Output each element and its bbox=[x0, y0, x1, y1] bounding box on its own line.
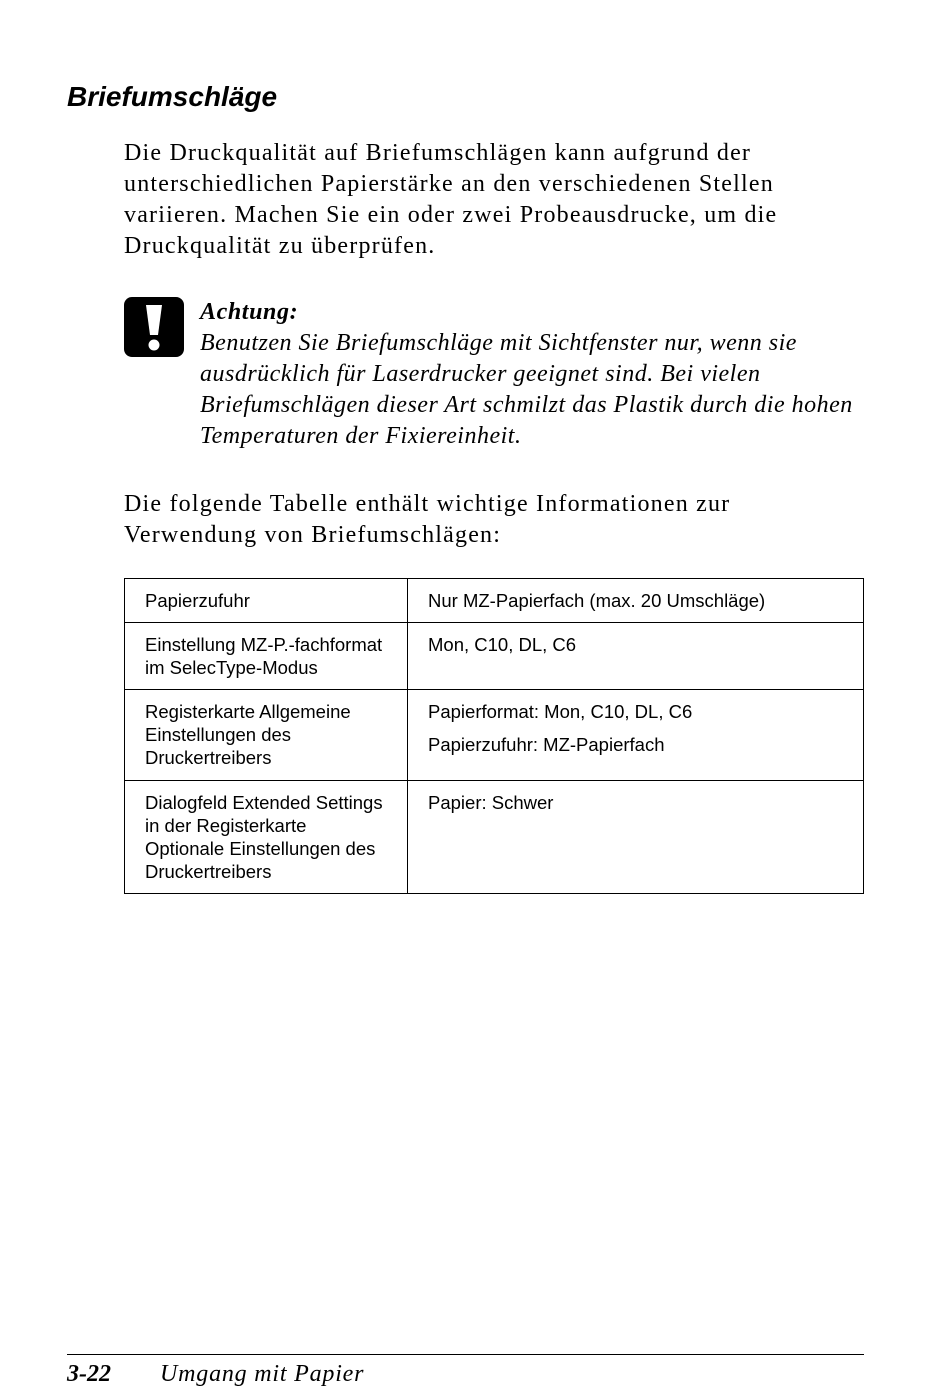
table-cell-value bbox=[408, 781, 864, 894]
table-row bbox=[125, 579, 864, 623]
intro-paragraph: Die Druckqualität auf Briefumschlägen kann aufgrund der unterschiedlichen Papierstärke an den verschiedenen Stellen variieren. Machen Sie ein oder zwei Probeausdrucke, um die Druckqualität zu überprüfen. bbox=[124, 140, 778, 259]
table-cell-value bbox=[408, 623, 864, 690]
table-cell-label: Einstellung MZ-P.-fachformat im SelecType-Modus bbox=[125, 623, 408, 690]
table-cell-label: Papierzufuhr bbox=[125, 579, 408, 623]
table-cell-value-line: Nur MZ-Papierfach (max. 20 Umschläge) bbox=[428, 590, 766, 611]
exclamation-icon bbox=[124, 297, 184, 357]
table-cell-value bbox=[408, 579, 864, 623]
table-cell-value-line: Papierformat: Mon, C10, DL, C6 bbox=[428, 701, 693, 722]
table-cell-value bbox=[408, 690, 864, 781]
envelope-info-table bbox=[124, 578, 864, 894]
table-cell-value-line: Papier: Schwer bbox=[428, 792, 554, 813]
table-row bbox=[125, 781, 864, 894]
table-intro-paragraph: Die folgende Tabelle enthält wichtige Informationen zur Verwendung von Briefumschlägen: bbox=[124, 491, 731, 548]
caution-text: Benutzen Sie Briefumschläge mit Sichtfenster nur, wenn sie ausdrücklich für Laserdrucker geeignet sind. Bei vielen Briefumschlägen dieser Art schmilzt das Plastik durch die hohen Temperaturen der Fixiereinheit. bbox=[200, 330, 853, 449]
table-cell-label: Dialogfeld Extended Settings in der Registerkarte Optionale Einstellungen des Druckertreibers bbox=[125, 781, 408, 894]
table-row bbox=[125, 690, 864, 781]
footer-section-title: Umgang mit Papier bbox=[160, 1361, 365, 1387]
table-cell-label: Registerkarte Allgemeine Einstellungen des Druckertreibers bbox=[125, 690, 408, 781]
table-row bbox=[125, 623, 864, 690]
table-cell-value-line: Mon, C10, DL, C6 bbox=[428, 634, 577, 655]
footer-divider bbox=[67, 1354, 864, 1355]
footer-page-number: 3-22 bbox=[67, 1361, 111, 1387]
caution-title: Achtung: bbox=[200, 299, 299, 325]
page-heading: Briefumschläge bbox=[67, 81, 278, 112]
table-cell-value-line: Papierzufuhr: MZ-Papierfach bbox=[428, 734, 665, 755]
